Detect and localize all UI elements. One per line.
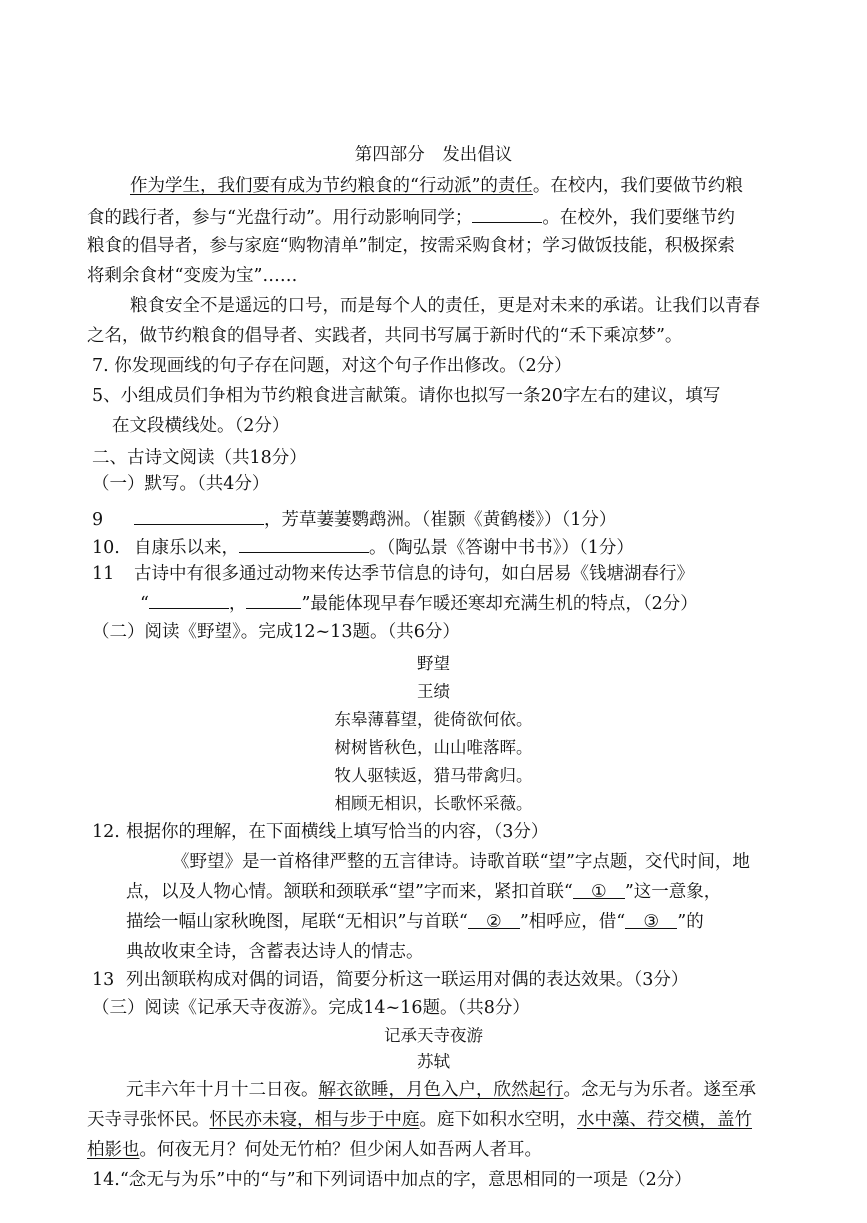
section2-sub3: （三）阅读《记承天寺夜游》。完成14~16题。（共8分） [92, 998, 530, 1018]
question-11-line2: “ ， ”最能体现早春乍暖还寒却充满生机的特点，（2分） [140, 590, 860, 616]
section2-sub1: （一）默写。（共4分） [92, 474, 270, 494]
question-8-line1: 5、小组成员们争相为节约粮食进言献策。请你也拟写一条20字左右的建议，填写 [92, 386, 721, 406]
q12-blank-1: ① [573, 880, 625, 899]
poem-line-1: 东皋薄暮望，徙倚欲何依。 [334, 710, 533, 729]
poem-line-2: 树树皆秋色，山山唯落晖。 [334, 738, 533, 757]
prose-underline-2: 怀民亦未寝，相与步于中庭 [209, 1110, 420, 1130]
part4-p1-line1: 作为学生，我们要有成为节约粮食的“行动派”的责任。在校内，我们要做节约粮 [130, 176, 743, 196]
q12-blank-3: ③ [625, 910, 677, 929]
question-13: 13 列出颔联构成对偶的词语，简要分析这一联运用对偶的表达效果。（3分） [92, 970, 689, 990]
question-7: 7. 你发现画线的句子存在问题，对这个句子作出修改。（2分） [92, 356, 572, 376]
prose-underline-1: 解衣欲睡，月色入户，欣然起行 [318, 1080, 564, 1100]
prose-line-1: 元丰六年十月十二日夜。解衣欲睡，月色入户，欣然起行。念无与为乐者。遂至承 [126, 1080, 756, 1100]
poem-line-3: 牧人驱犊返，猎马带禽归。 [334, 766, 533, 785]
prose-author: 苏轼 [417, 1052, 450, 1071]
part4-p1-line4: 将剩余食材“变废为宝”…… [87, 266, 298, 286]
poem-line-4: 相顾无相识，长歌怀采薇。 [334, 794, 533, 813]
question-9: 9 ，芳草萋萋鹦鹉洲。（崔颢《黄鹤楼》）（1分） [92, 506, 852, 532]
prose-line-2: 天寺寻张怀民。怀民亦未寝，相与步于中庭。庭下如积水空明，水中藻、荇交横，盖竹 [87, 1110, 752, 1130]
q12-para-line2: 点，以及人物心情。颔联和颈联承“望”字而来，紧扣首联“ ① ”这一意象， [126, 882, 722, 902]
prose-line-3: 柏影也。何夜无月？何处无竹柏？但少闲人如吾两人者耳。 [87, 1140, 542, 1160]
prose-underline-3: 水中藻、荇交横，盖竹 [577, 1110, 752, 1130]
underlined-sentence: 作为学生，我们要有成为节约粮食的“行动派”的责任 [130, 176, 533, 196]
part4-p2-line1: 粮食安全不是遥远的口号，而是每个人的责任，更是对未来的承诺。让我们以青春 [130, 296, 760, 316]
question-14: 14.“念无与为乐”中的“与”和下列词语中加点的字，意思相同的一项是（2分） [92, 1170, 692, 1190]
part4-p1-line3: 粮食的倡导者，参与家庭“购物清单”制定，按需采购食材；学习做饭技能，积极探索 [87, 236, 735, 256]
suggestion-blank [472, 204, 542, 223]
prose-underline-4: 柏影也 [87, 1140, 140, 1160]
section2-sub2: （二）阅读《野望》。完成12~13题。（共6分） [92, 622, 460, 642]
part4-p2-line2: 之名，做节约粮食的倡导者、实践者，共同书写属于新时代的“禾下乘凉梦”。 [87, 326, 683, 346]
q9-blank [134, 506, 264, 525]
question-10: 10. 自康乐以来， 。（陶弘景《答谢中书书》）（1分） [92, 534, 852, 560]
question-12: 12. 根据你的理解，在下面横线上填写恰当的内容，（3分） [92, 822, 549, 842]
poem-title: 野望 [417, 654, 450, 673]
prose-title: 记承天寺夜游 [384, 1026, 483, 1045]
q12-para-line3: 描绘一幅山家秋晚图，尾联“无相识”与首联“ ② ”相呼应，借“ ③ ”的 [126, 912, 704, 932]
q11-blank-1 [149, 590, 229, 609]
q11-blank-2 [246, 590, 301, 609]
part4-heading: 第四部分 发出倡议 [354, 145, 513, 165]
part4-p1-line2: 食的践行者，参与“光盘行动”。用行动影响同学； 。在校外，我们要继节约 [87, 204, 857, 230]
question-8-line2: 在文段横线处。（2分） [112, 416, 290, 436]
section2-title: 二、古诗文阅读（共18分） [92, 448, 307, 468]
q12-para-line4: 典故收束全诗，含蓄表达诗人的情志。 [126, 942, 424, 962]
q10-blank [239, 534, 369, 553]
q12-blank-2: ② [468, 910, 520, 929]
poem-author: 王绩 [417, 682, 450, 701]
question-11-line1: 11 古诗中有很多通过动物来传达季节信息的诗句，如白居易《钱塘湖春行》 [92, 564, 694, 584]
q12-para-line1: 《野望》是一首格律严整的五言律诗。诗歌首联“望”字点题，交代时间，地 [172, 852, 750, 872]
